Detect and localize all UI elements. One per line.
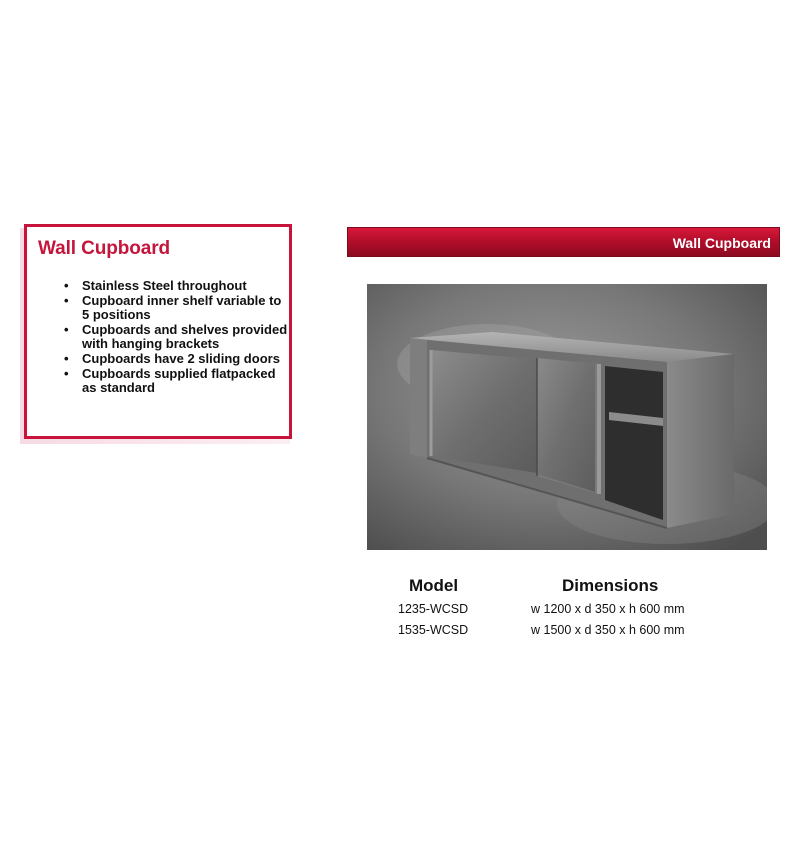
model-column-header: Model	[409, 576, 459, 595]
bullet-icon: •	[64, 365, 69, 381]
product-photo	[367, 284, 767, 550]
bullet-icon: •	[64, 321, 69, 337]
feature-item: • Cupboards and shelves provided with hanging brackets	[64, 321, 288, 352]
feature-item: • Cupboard inner shelf variable to 5 positions	[64, 292, 282, 323]
model-cell: 1535-WCSD	[398, 623, 469, 637]
dimensions-column-header: Dimensions	[562, 576, 659, 595]
dimensions-cell: w 1500 x d 350 x h 600 mm	[531, 623, 685, 637]
bullet-icon: •	[64, 292, 69, 308]
feature-list	[64, 279, 289, 396]
feature-item: • Cupboards have 2 sliding doors	[64, 350, 280, 366]
banner-title: Wall Cupboard	[672, 235, 771, 251]
feature-card	[24, 224, 292, 439]
dimensions-cell: w 1200 x d 350 x h 600 mm	[531, 602, 685, 616]
feature-item: • Cupboards supplied flatpacked as standard	[64, 365, 276, 396]
section-banner	[347, 227, 780, 257]
model-cell: 1235-WCSD	[398, 602, 469, 616]
cupboard-illustration	[367, 284, 767, 550]
bullet-icon: •	[64, 278, 69, 293]
card-title: Wall Cupboard	[38, 238, 171, 259]
bullet-icon: •	[64, 350, 69, 366]
feature-item: • Stainless Steel throughout	[64, 278, 247, 293]
